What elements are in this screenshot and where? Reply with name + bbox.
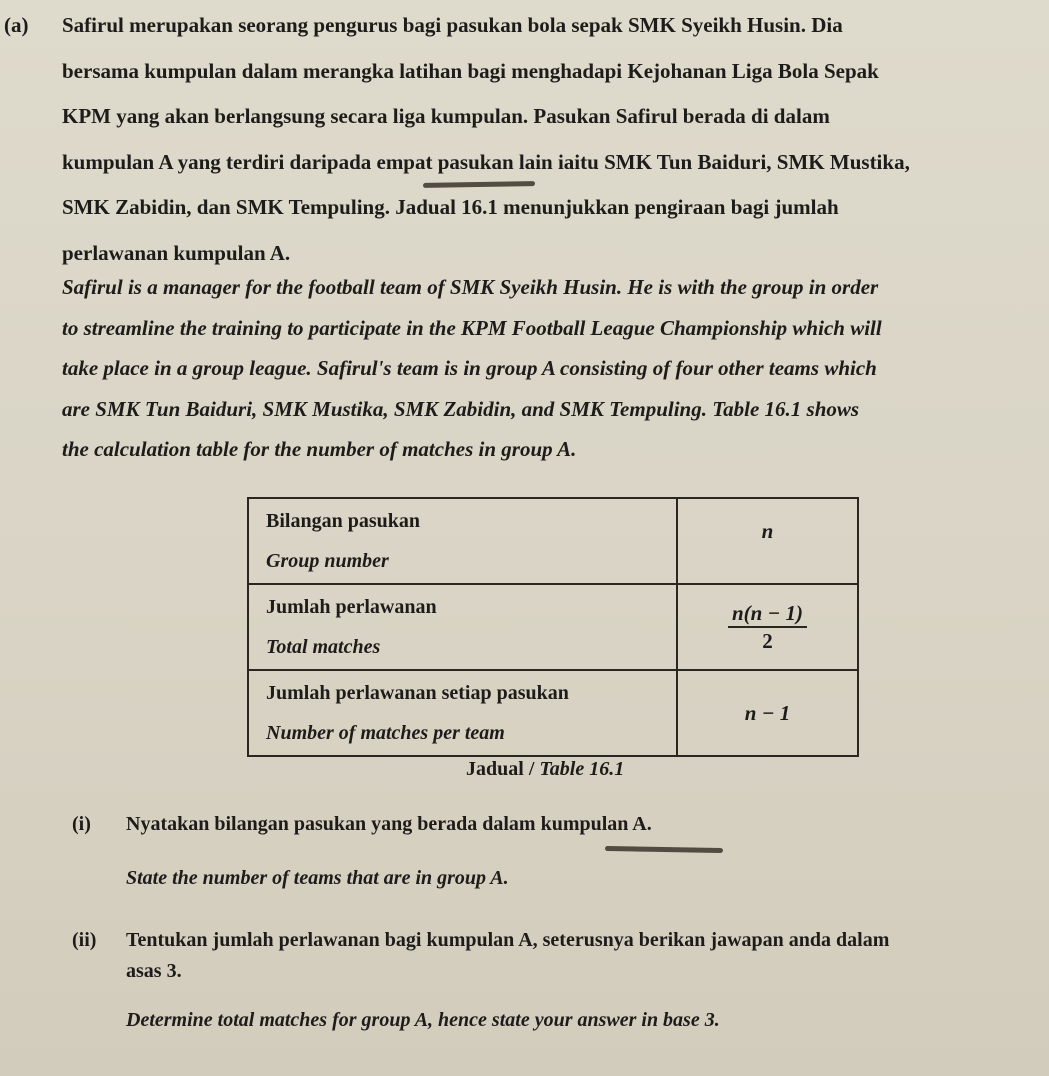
caption-malay: Jadual	[466, 758, 524, 780]
caption-english: Table 16.1	[539, 758, 625, 780]
table-row	[248, 584, 858, 670]
part-english-text: State the number of teams that are in group A.	[126, 867, 509, 889]
table-caption	[466, 758, 624, 781]
english-line: to streamline the training to participate in the KPM Football League Championship which will	[62, 315, 882, 340]
malay-line: perlawanan kumpulan A.	[62, 240, 291, 265]
table-label-cell	[248, 584, 677, 670]
part-number: (ii)	[72, 929, 97, 951]
table-value-cell	[677, 670, 858, 756]
label-malay: Jumlah perlawanan setiap pasukan	[266, 682, 569, 704]
fraction-numerator: n(n − 1)	[728, 600, 807, 628]
caption-separator: /	[528, 758, 540, 780]
fraction-denominator: 2	[762, 629, 773, 653]
malay-line: KPM yang akan berlangsung secara liga kumpulan. Pasukan Safirul berada di dalam	[62, 104, 830, 128]
english-line: Safirul is a manager for the football team of SMK Syeikh Husin. He is with the group in order	[62, 275, 879, 299]
part-number: (i)	[72, 813, 91, 835]
malay-line: bersama kumpulan dalam merangka latihan bagi menghadapi Kejohanan Liga Bola Sepak	[62, 58, 879, 83]
part-malay-text: Nyatakan bilangan pasukan yang berada dalam kumpulan A.	[126, 813, 652, 835]
part-english-text: Determine total matches for group A, hence state your answer in base 3.	[126, 1009, 720, 1031]
value-n: n	[761, 518, 774, 543]
label-malay: Jumlah perlawanan	[266, 596, 437, 618]
calculation-table	[247, 497, 859, 757]
question-malay-paragraph	[62, 3, 1032, 276]
table-row	[248, 670, 858, 756]
table-label-cell	[248, 498, 677, 584]
english-line: are SMK Tun Baiduri, SMK Mustika, SMK Zabidin, and SMK Tempuling. Table 16.1 shows	[62, 396, 860, 421]
malay-line: kumpulan A yang terdiri daripada empat pasukan lain iaitu SMK Tun Baiduri, SMK Mustika,	[62, 149, 910, 174]
malay-line: SMK Zabidin, dan SMK Tempuling. Jadual 16.1 menunjukkan pengiraan bagi jumlah	[62, 195, 839, 219]
label-english: Number of matches per team	[266, 722, 505, 744]
part-malay-text: Tentukan jumlah perlawanan bagi kumpulan A, seterusnya berikan jawapan anda dalam	[126, 929, 890, 951]
fraction-total-matches	[728, 600, 807, 654]
label-english: Total matches	[266, 636, 381, 658]
part-i	[72, 813, 1032, 893]
label-english: Group number	[266, 550, 389, 572]
table-label-cell	[248, 670, 677, 756]
table-value-cell	[677, 584, 858, 670]
part-malay-text: asas 3.	[126, 960, 182, 982]
english-line: take place in a group league. Safirul's team is in group A consisting of four other teams which	[62, 356, 877, 380]
value-n-minus-1: n − 1	[744, 700, 791, 725]
english-line: the calculation table for the number of matches in group A.	[62, 437, 577, 461]
table-value-cell	[677, 498, 858, 584]
question-english-paragraph	[62, 267, 1030, 470]
table-row	[248, 498, 858, 584]
part-ii	[72, 929, 1032, 1039]
malay-line: Safirul merupakan seorang pengurus bagi pasukan bola sepak SMK Syeikh Husin. Dia	[62, 13, 843, 37]
label-malay: Bilangan pasukan	[266, 510, 420, 532]
question-marker: (a)	[4, 13, 29, 37]
